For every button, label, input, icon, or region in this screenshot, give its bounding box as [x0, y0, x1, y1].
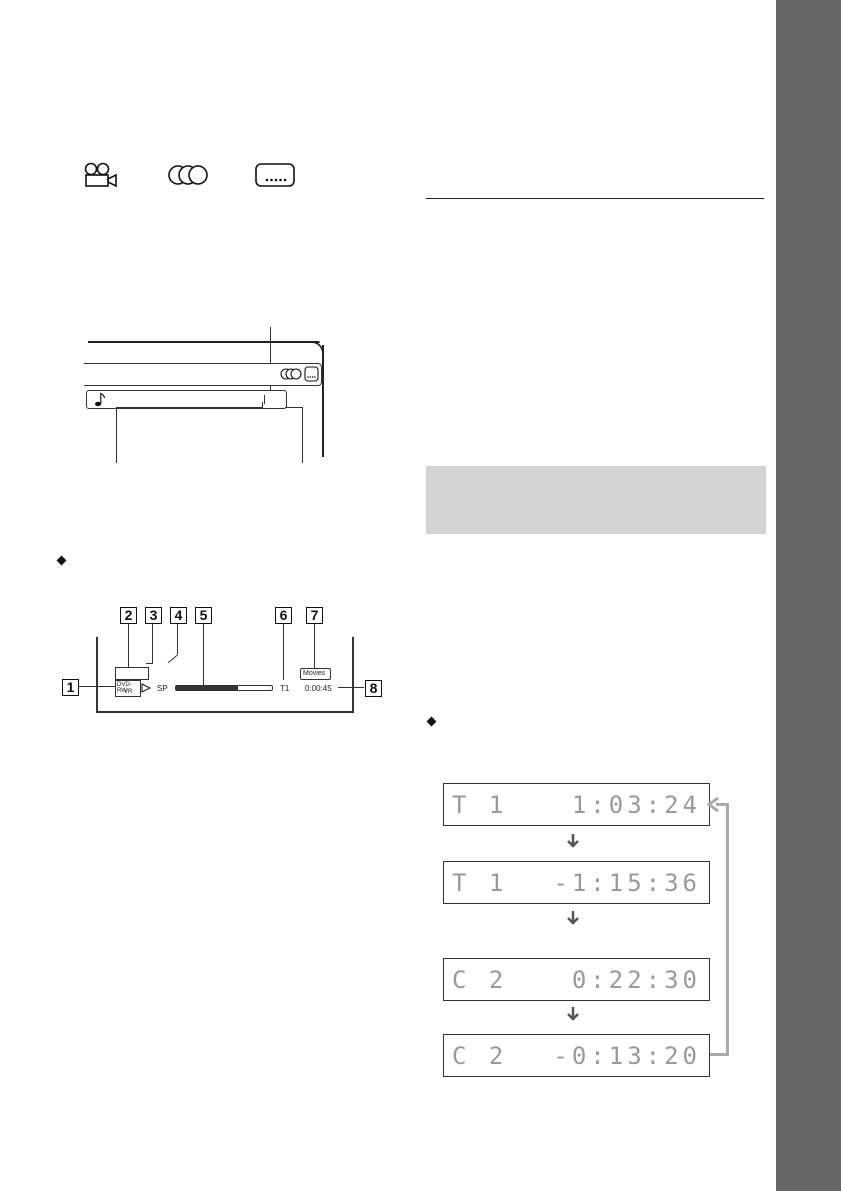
play-triangle-icon	[141, 683, 151, 693]
leader-3	[152, 624, 153, 664]
screen-top-edge	[88, 341, 320, 343]
display-3-right: 0:22:30	[571, 966, 701, 994]
loop-arrow-head-icon	[707, 797, 719, 812]
front-panel-display-4	[443, 1034, 710, 1077]
subtitle-icon	[254, 162, 296, 188]
section-heading	[426, 466, 766, 534]
callout-2: 2	[120, 607, 137, 624]
diamond-bullet-icon	[57, 556, 67, 566]
title-name-badge	[300, 668, 331, 680]
diamond-bullet-icon	[427, 717, 437, 727]
display-2-right: -1:15:36	[553, 869, 701, 897]
leader-6	[283, 624, 284, 680]
callout-3: 3	[145, 607, 162, 624]
leader-7	[314, 624, 315, 668]
display-1-left: T 1	[452, 791, 508, 819]
osd-frame-left	[96, 637, 98, 711]
audio-circles-icon	[167, 162, 209, 188]
osd-frame-right	[352, 637, 354, 711]
display-4-right: -0:13:20	[553, 1042, 701, 1070]
music-note-icon	[94, 392, 106, 407]
section-tab	[776, 0, 841, 1191]
callout-6: 6	[275, 607, 292, 624]
display-3-left: C 2	[452, 966, 508, 994]
playback-time: 0:00:45	[305, 684, 332, 693]
osd-frame-bottom	[96, 711, 354, 713]
subtitle-icon	[304, 366, 319, 382]
title-name: Movies	[303, 670, 326, 677]
osd-blank-box	[115, 667, 149, 680]
leader-3b	[146, 663, 153, 664]
down-arrow-icon	[566, 910, 580, 926]
leader-line-right-h	[285, 407, 303, 408]
leader-4	[177, 624, 178, 654]
front-panel-display-3	[443, 958, 710, 1001]
section-rule	[426, 198, 764, 199]
display-2-left: T 1	[452, 869, 508, 897]
down-arrow-icon	[566, 1006, 580, 1022]
leader-2	[128, 624, 129, 667]
leader-4b	[168, 654, 179, 663]
audio-circles-icon	[280, 367, 302, 381]
leader-1	[79, 686, 115, 687]
progress-fill	[176, 686, 238, 690]
callout-1: 1	[62, 679, 79, 696]
display-1-right: 1:03:24	[571, 791, 701, 819]
leader-line-left	[116, 407, 117, 463]
disc-type-line2: VR	[124, 689, 133, 695]
loop-line-vertical	[726, 803, 729, 1056]
leader-line-left-v2	[262, 402, 263, 408]
leader-line-left-h	[116, 407, 263, 408]
title-number: T1	[280, 684, 290, 693]
progress-bar	[175, 685, 273, 691]
leader-8	[338, 687, 364, 688]
display-4-left: C 2	[452, 1042, 508, 1070]
disc-type-badge	[115, 680, 141, 697]
callout-7: 7	[306, 607, 323, 624]
callout-4: 4	[170, 607, 187, 624]
front-panel-display-1	[443, 783, 710, 826]
bar-segment	[264, 395, 265, 404]
leader-line-right	[302, 407, 303, 463]
camera-angle-icon	[80, 162, 120, 188]
leader-5	[203, 624, 204, 685]
callout-8: 8	[365, 680, 382, 697]
rec-mode: SP	[157, 684, 168, 693]
screen-right-edge	[322, 345, 324, 457]
down-arrow-icon	[566, 833, 580, 849]
front-panel-display-2	[443, 861, 710, 904]
disc-type-line1: DVD-RW	[117, 682, 132, 694]
screen-corner	[310, 341, 324, 355]
callout-5: 5	[195, 607, 212, 624]
info-bar-upper	[84, 363, 322, 386]
